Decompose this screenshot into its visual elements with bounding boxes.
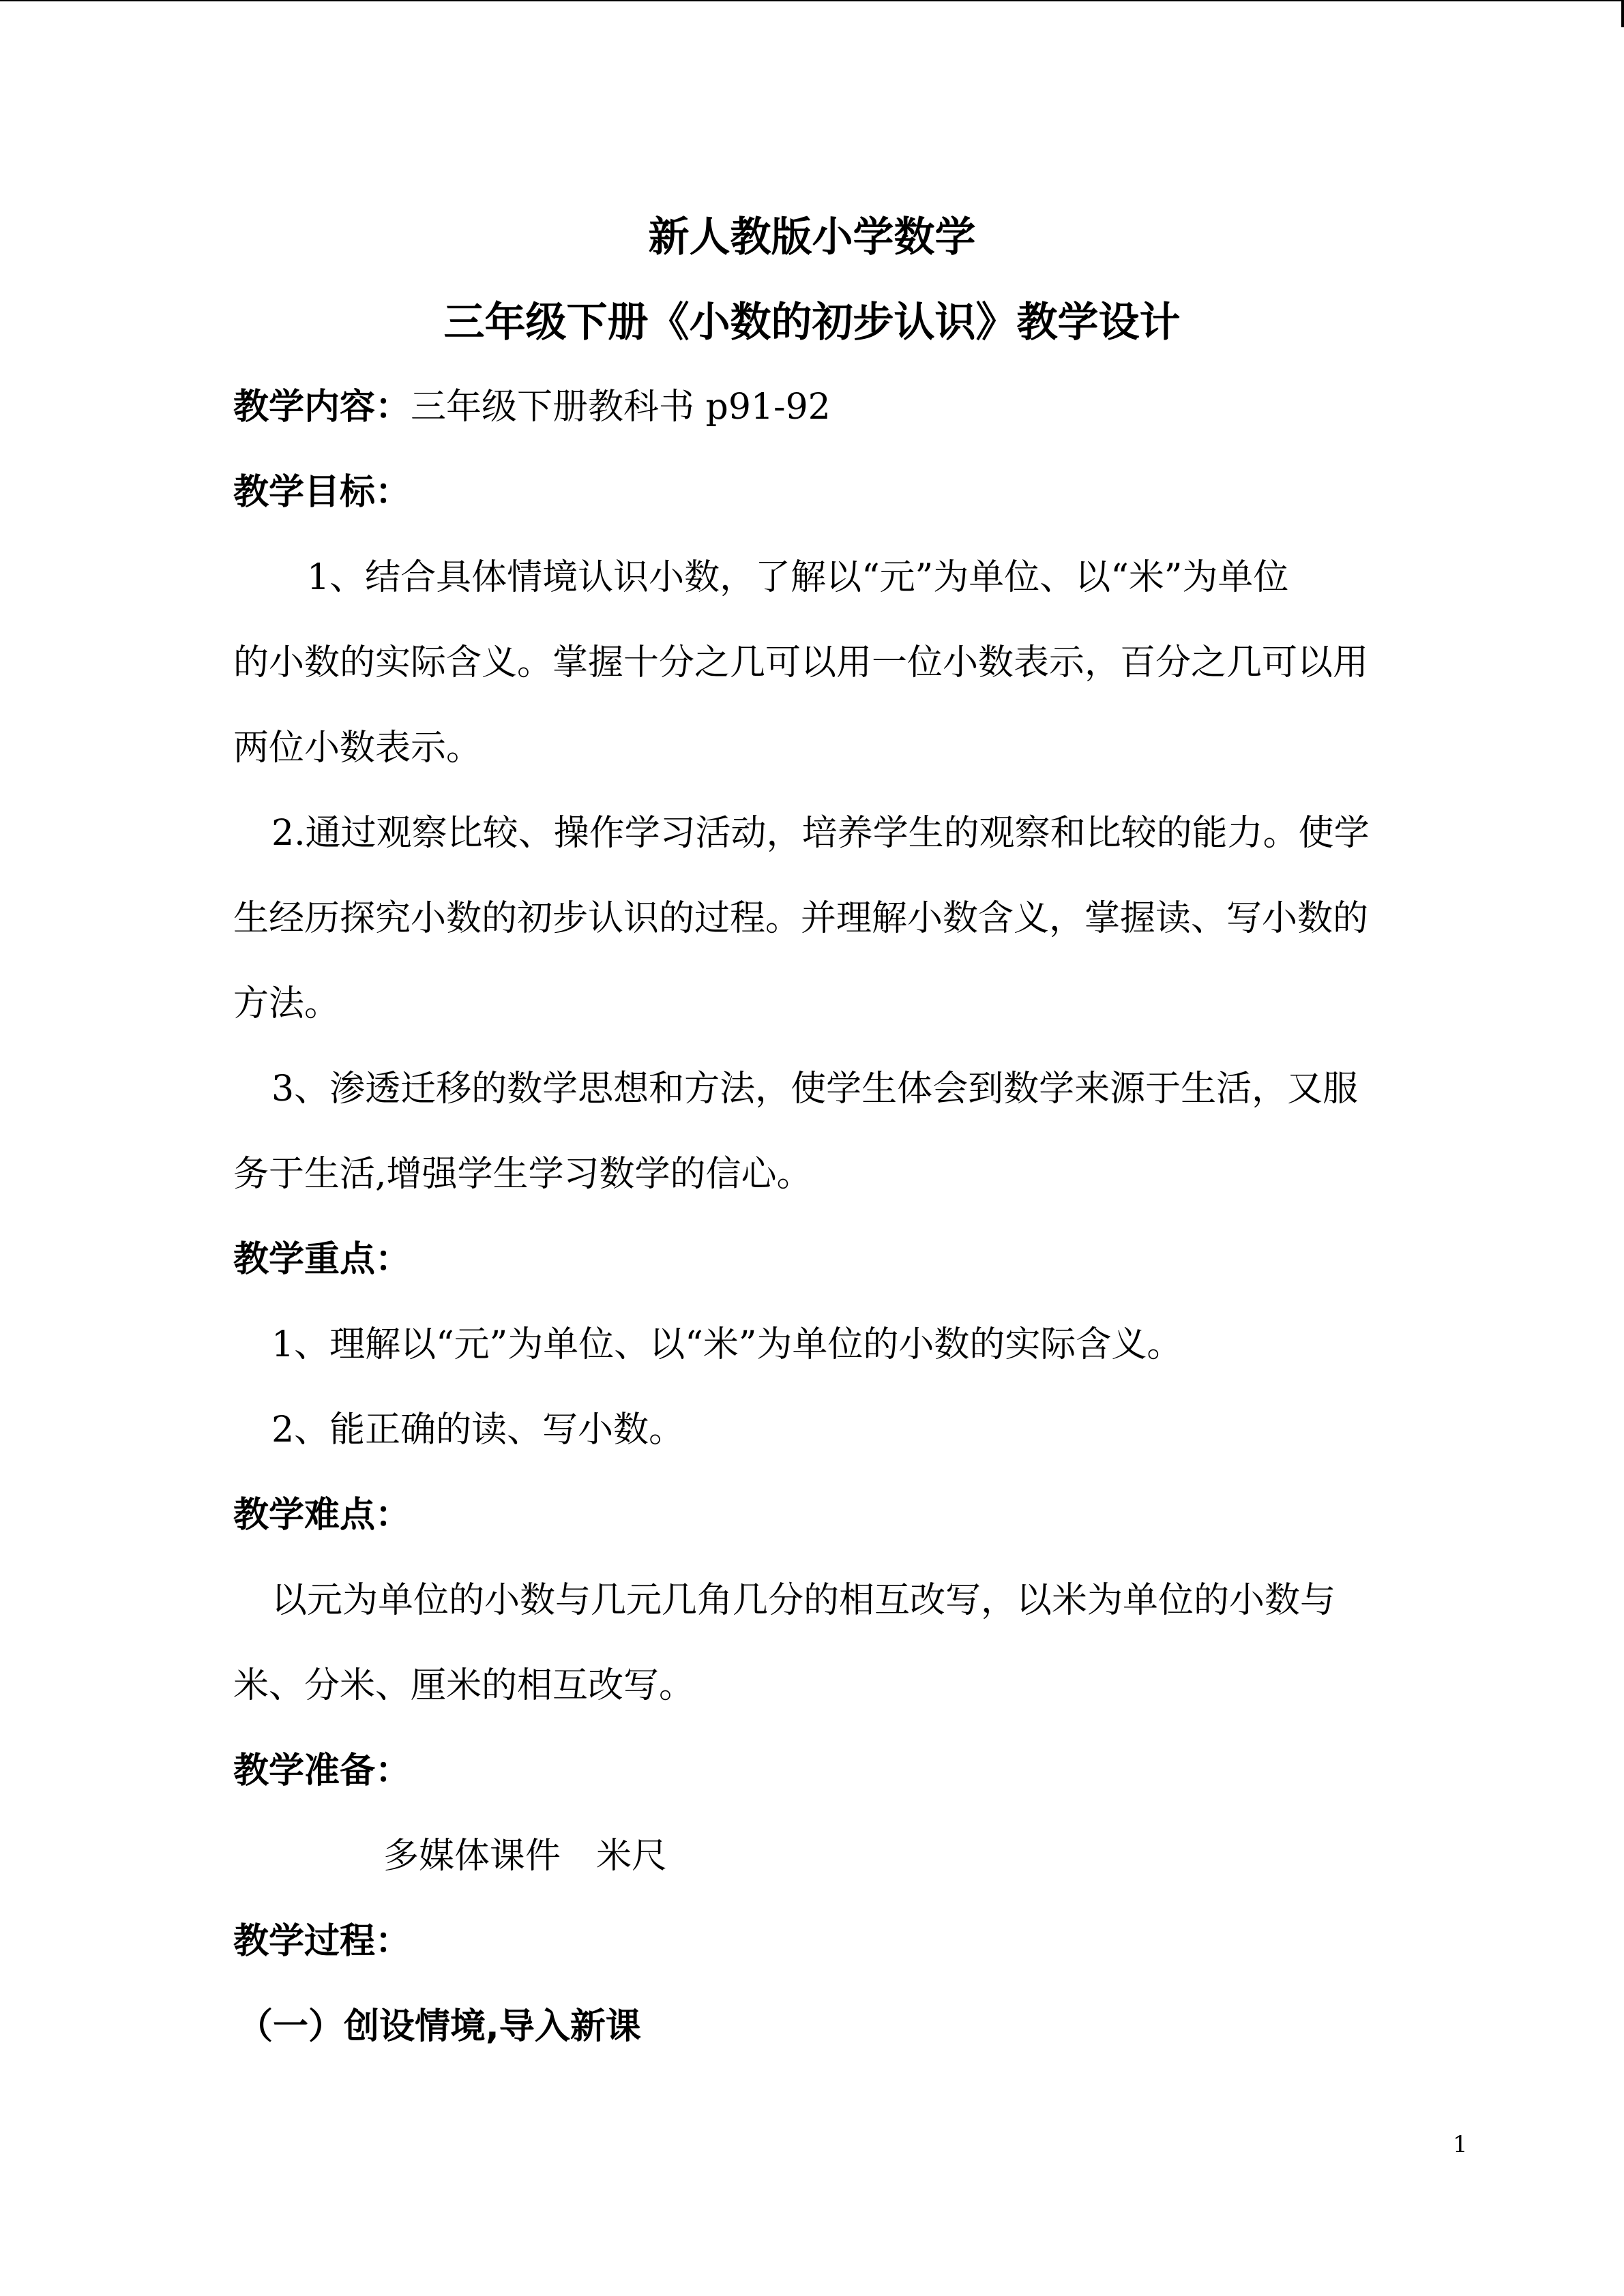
key-points-heading: 教学重点：: [233, 1239, 411, 1280]
objective-2-line-1: 2.通过观察比较、操作学习活动，培养学生的观察和比较的能力。使学: [271, 813, 1370, 854]
difficulties-line-2: 米、分米、厘米的相互改写。: [233, 1665, 695, 1706]
objective-3-line-2: 务于生活,增强学生学习数学的信心。: [233, 1154, 812, 1195]
page-corner-mark: [1621, 0, 1624, 27]
difficulties-line-1: 以元为单位的小数与几元几角几分的相互改写，以米为单位的小数与: [271, 1580, 1336, 1621]
objective-3-line-1: 3、渗透迁移的数学思想和方法，使学生体会到数学来源于生活，又服: [271, 1069, 1359, 1109]
difficulties-heading: 教学难点：: [233, 1495, 411, 1536]
process-heading: 教学过程：: [233, 1921, 411, 1962]
document-title-line1: 新人教版小学数学: [648, 213, 976, 261]
objective-1-line-3: 两位小数表示。: [233, 728, 482, 769]
content-line: [233, 383, 831, 431]
content-heading: 教学内容：: [233, 387, 411, 428]
key-point-1: 1、理解以“元”为单位、以“米”为单位的小数的实际含义。: [271, 1324, 1183, 1365]
preparation-text: 多媒体课件 米尺: [383, 1836, 668, 1877]
objective-1-line-2: 的小数的实际含义。掌握十分之几可以用一位小数表示，百分之几可以用: [233, 642, 1369, 683]
document-title-line2: 三年级下册《小数的初步认识》教学设计: [443, 299, 1181, 346]
content-text: 三年级下册教科书 p91-92: [411, 387, 831, 428]
objective-2-line-2: 生经历探究小数的初步认识的过程。并理解小数含义，掌握读、写小数的: [233, 898, 1369, 939]
objective-1-line-1: 1、结合具体情境认识小数，了解以“元”为单位、以“米”为单位: [307, 557, 1289, 598]
preparation-heading: 教学准备：: [233, 1750, 411, 1791]
process-section-1: （一）创设情境,导入新课: [237, 2006, 641, 2047]
objectives-heading: 教学目标：: [233, 472, 411, 513]
page-top-border: [0, 0, 1624, 4]
objective-2-line-3: 方法。: [233, 983, 340, 1024]
page-number: 1: [1453, 2131, 1468, 2158]
key-point-2: 2、能正确的读、写小数。: [271, 1410, 685, 1450]
